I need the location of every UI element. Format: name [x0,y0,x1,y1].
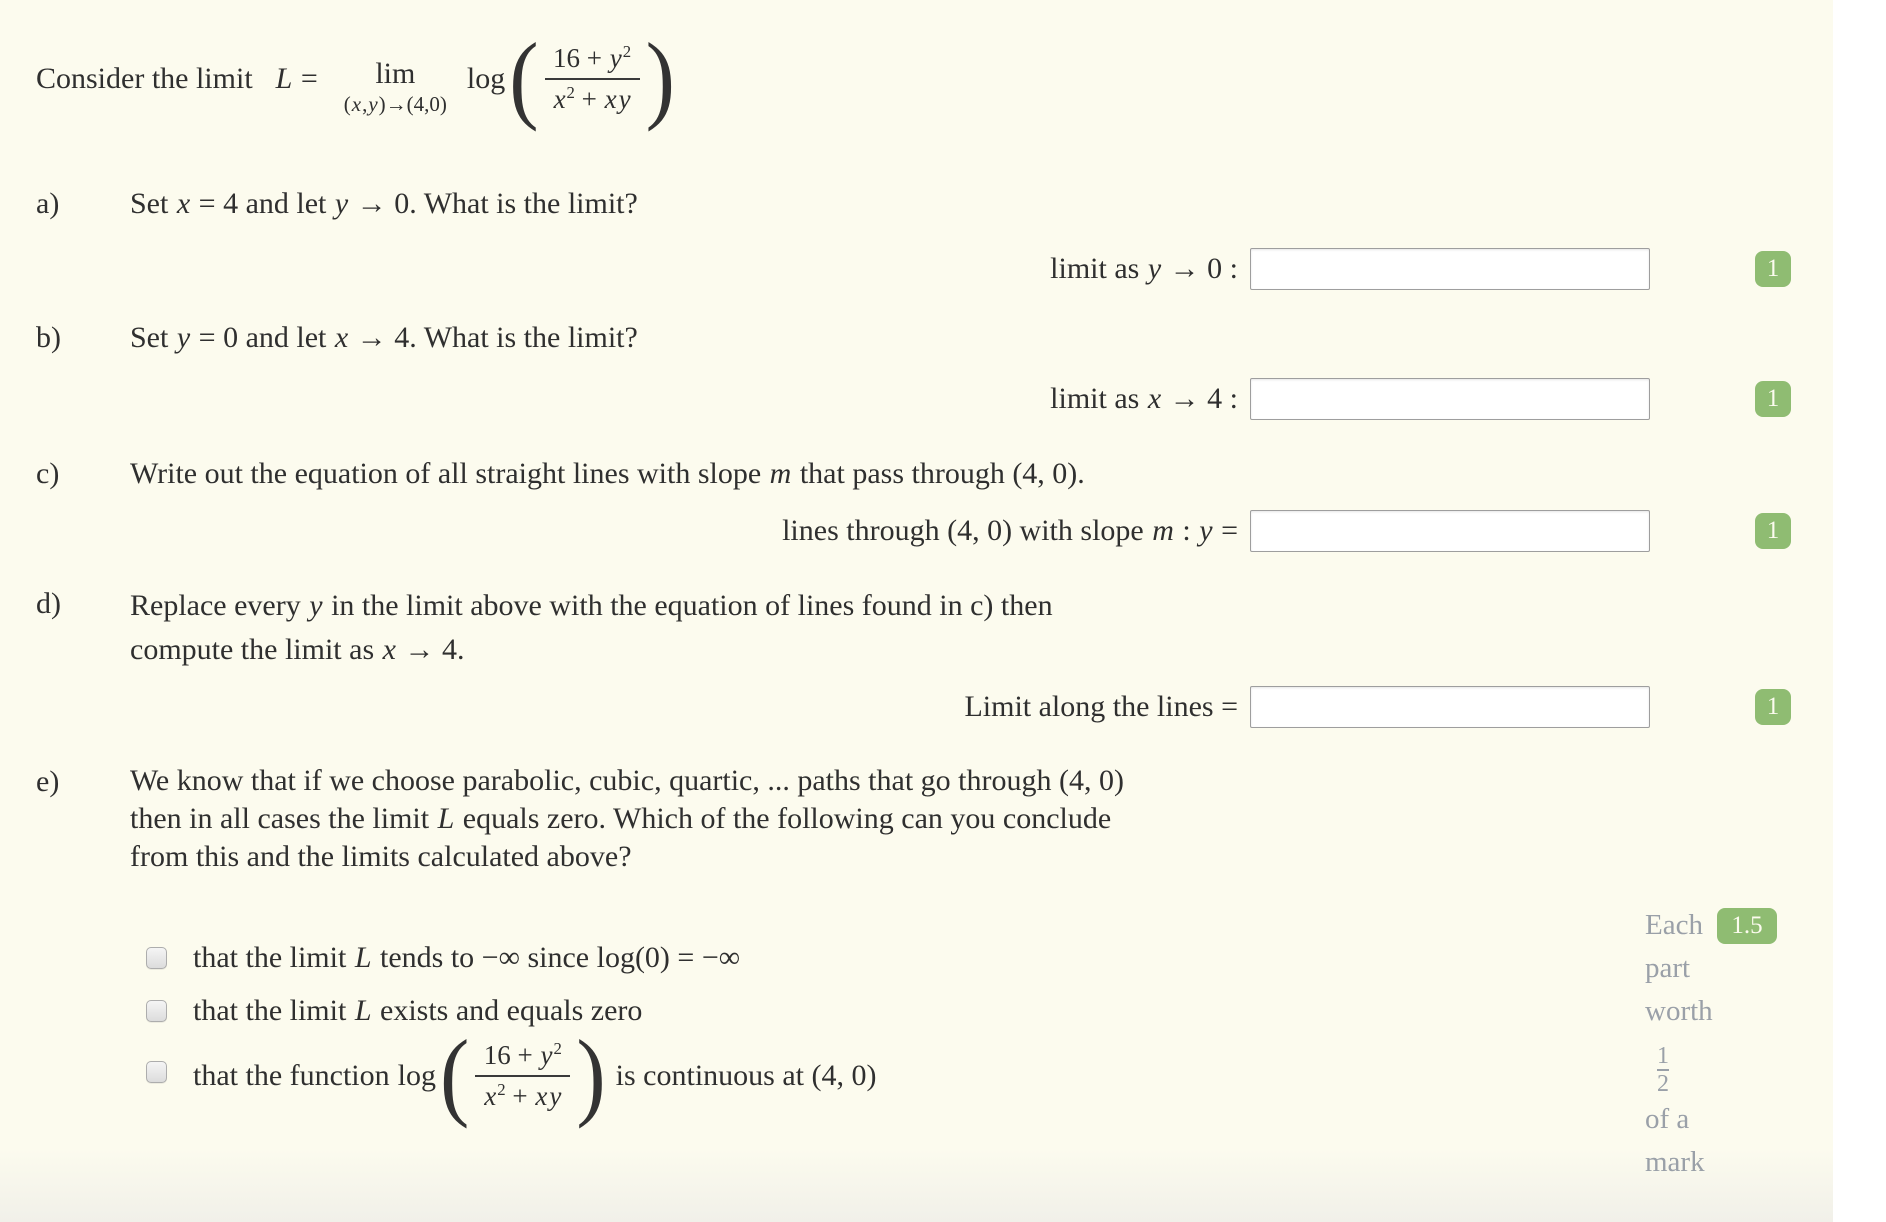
part-d-label: d) [36,587,61,620]
lim-text: lim [375,57,416,90]
part-a-text: Set x = 4 and let y → 0. What is the limit? [130,187,638,220]
option-3-close-paren: ) [576,1021,606,1130]
side-note-word-part: part [1645,952,1691,984]
limit-formula [36,20,1833,138]
option-row-2 [146,991,1833,1031]
option-checkbox-3[interactable] [146,1061,167,1083]
option-checkbox-1[interactable] [146,947,167,969]
fraction [545,42,640,117]
part-b-text: Set y = 0 and let x → 4. What is the limit? [130,321,638,354]
answer-label-d: Limit along the lines = [964,690,1238,723]
side-note [1645,904,1815,1184]
answer-row-c [36,510,1791,552]
part-e-line2: then in all cases the limit L equals zero. Which of the following can you conclude [130,802,1112,835]
fraction-denominator: $x^2$ + xy [553,82,631,114]
side-note-line-1 [1645,904,1815,947]
mark-badge-each-part: 1.5 [1717,908,1777,944]
part-b [36,318,1833,358]
answer-input-c[interactable] [1250,510,1650,552]
answer-label-b: limit as x → 4 : [1050,382,1238,415]
answer-row-b [36,378,1791,420]
side-note-word-each: Each [1645,909,1703,941]
part-c-label: c) [36,457,60,490]
open-paren: ( [509,23,539,133]
mark-badge-d: 1 [1755,689,1791,725]
fraction-numerator: $16 + y^2$ [553,41,632,73]
part-e-line1: We know that if we choose parabolic, cubic, quartic, ... paths that go through (4, 0) [130,764,1124,797]
close-paren: ) [645,23,675,133]
option-3-open-paren: ( [439,1021,470,1130]
option-3-fraction [475,1039,570,1114]
part-d-text [130,584,1350,672]
option-row-1 [146,938,1833,978]
option-label-1: that the limit L tends to −∞ since log(0) = −∞ [193,941,741,974]
answer-input-a[interactable] [1250,248,1650,290]
part-e-line3: from this and the limits calculated above? [130,840,632,873]
part-d-line2: compute the limit as x → 4. [130,633,465,666]
answer-row-d [36,686,1791,728]
part-a [36,184,1833,224]
option-3-log-text: log [397,1059,436,1093]
option-label-2: that the limit L exists and equals zero [193,994,643,1027]
option-3-suffix: is continuous at (4, 0) [615,1059,877,1093]
part-c [36,454,1833,494]
part-e-label: e) [36,765,60,798]
lim-operator [344,57,447,117]
option-3-fraction-denominator: $x^2$ + xy [484,1079,562,1111]
side-note-word-mark: mark [1645,1146,1705,1178]
part-d-line1: Replace every y in the limit above with the equation of lines found in c) then [130,589,1053,622]
fraction-bar [545,78,640,80]
mark-badge-b: 1 [1755,381,1791,417]
side-note-half-fraction [1657,1044,1669,1096]
option-3-prefix: that the function [193,1059,390,1093]
answer-input-b[interactable] [1250,378,1650,420]
formula-L-equals: L = [275,62,318,95]
part-a-label: a) [36,187,60,220]
answer-row-a [36,248,1791,290]
mark-badge-a: 1 [1755,251,1791,287]
part-d [36,584,1833,672]
option-label-3 [193,1021,877,1130]
part-e [36,762,1833,876]
answer-label-a: limit as y → 0 : [1050,252,1238,285]
option-3-fraction-numerator: $16 + y^2$ [483,1039,562,1071]
lim-subscript: (x,y)→(4,0) [343,92,447,116]
answer-input-d[interactable] [1250,686,1650,728]
part-b-label: b) [36,321,61,354]
option-3-fraction-bar [475,1075,570,1077]
formula-intro-text: Consider the limit [36,62,253,95]
half-numerator: 1 [1657,1043,1669,1069]
side-note-word-worth: worth [1645,995,1713,1027]
log-text: log [466,62,506,95]
mark-badge-c: 1 [1755,513,1791,549]
side-note-word-ofa: of a [1645,1103,1690,1135]
part-c-text: Write out the equation of all straight lines with slope m that pass through (4, 0). [130,457,1085,490]
option-checkbox-2[interactable] [146,1000,167,1022]
part-e-text [130,762,1450,876]
half-denominator: 2 [1657,1071,1669,1097]
answer-label-c: lines through (4, 0) with slope m : y = [782,514,1238,547]
